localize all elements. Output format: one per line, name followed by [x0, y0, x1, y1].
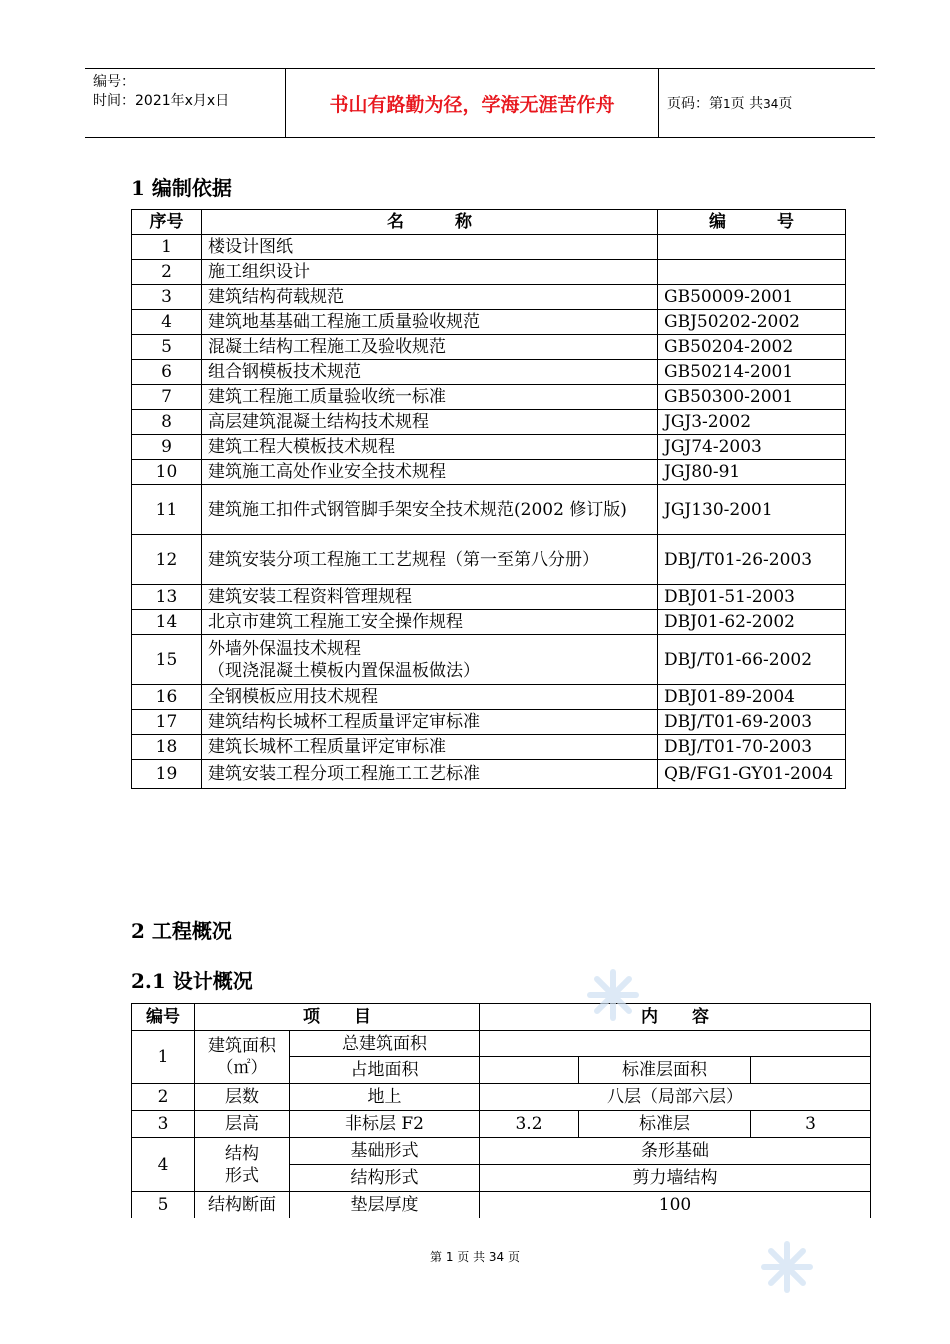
table-row	[132, 360, 846, 385]
table-cell: 5	[132, 1192, 195, 1218]
col-header-name: 名 称	[202, 210, 658, 235]
table-row	[132, 385, 846, 410]
row-number: 10	[132, 460, 202, 485]
row-number: 15	[132, 635, 202, 685]
page-total: 34	[763, 97, 779, 111]
table-cell: 层高	[195, 1111, 290, 1138]
page-header	[85, 68, 875, 138]
standard-name: 建筑施工高处作业安全技术规程	[202, 460, 658, 485]
table-row	[132, 260, 846, 285]
standard-name: 建筑地基基础工程施工质量验收规范	[202, 310, 658, 335]
standard-code: GB50300-2001	[658, 385, 846, 410]
table-row	[132, 460, 846, 485]
table-cell	[751, 1057, 871, 1084]
standard-code: DBJ01-89-2004	[658, 685, 846, 710]
table-cell: 非标层 F2	[290, 1111, 480, 1138]
table-row	[132, 335, 846, 360]
table-row	[132, 535, 846, 585]
standard-name: 建筑结构长城杯工程质量评定审标准	[202, 710, 658, 735]
table-cell: 2	[132, 1084, 195, 1111]
table-cell: 地上	[290, 1084, 480, 1111]
table-row	[132, 710, 846, 735]
standard-code	[658, 235, 846, 260]
page-footer: 第 1 页 共 34 页	[430, 1250, 520, 1264]
standard-code: DBJ01-51-2003	[658, 585, 846, 610]
table-row	[132, 685, 846, 710]
standard-code: QB/FG1-GY01-2004	[658, 760, 846, 789]
standard-code: DBJ/T01-70-2003	[658, 735, 846, 760]
basis-table-body	[132, 235, 846, 789]
table-row	[132, 585, 846, 610]
table-cell: 结构断面	[195, 1192, 290, 1218]
standard-code: DBJ/T01-66-2002	[658, 635, 846, 685]
standard-name: 建筑长城杯工程质量评定审标准	[202, 735, 658, 760]
header-time: 时间：2021年x月x日	[93, 93, 230, 109]
standard-code	[658, 260, 846, 285]
table-row	[132, 760, 846, 789]
page-suffix: 页	[778, 96, 793, 112]
header-code: 编号：	[93, 74, 135, 90]
col-header-content: 内 容	[480, 1004, 871, 1031]
table-cell: 八层（局部六层）	[480, 1084, 871, 1111]
table-row	[132, 635, 846, 685]
design-overview-table	[131, 1003, 871, 1218]
table-row	[132, 285, 846, 310]
row-number: 12	[132, 535, 202, 585]
table-cell: 结构形式	[290, 1165, 480, 1192]
row-number: 9	[132, 435, 202, 460]
standard-code: JGJ80-91	[658, 460, 846, 485]
standard-code: GB50009-2001	[658, 285, 846, 310]
col-header-code: 编 号	[658, 210, 846, 235]
table-row	[132, 735, 846, 760]
standard-name: 建筑工程大模板技术规程	[202, 435, 658, 460]
table-cell: 总建筑面积	[290, 1031, 480, 1057]
header-motto: 书山有路勤为径，学海无涯苦作舟	[285, 69, 659, 137]
row-number: 16	[132, 685, 202, 710]
table-cell: 条形基础	[480, 1138, 871, 1165]
table-row	[132, 310, 846, 335]
row-number: 14	[132, 610, 202, 635]
page-current: 1	[723, 97, 731, 111]
standard-code: DBJ/T01-26-2003	[658, 535, 846, 585]
standard-name: 施工组织设计	[202, 260, 658, 285]
table-cell: 垫层厚度	[290, 1192, 480, 1218]
table-cell: 建筑面积（㎡）	[195, 1031, 290, 1084]
standard-name: 建筑安装工程分项工程施工工艺标准	[202, 760, 658, 789]
table-row	[132, 485, 846, 535]
standard-name: 建筑工程施工质量验收统一标准	[202, 385, 658, 410]
page-prefix: 页码：第	[667, 96, 723, 112]
row-number: 11	[132, 485, 202, 535]
standard-code: DBJ01-62-2002	[658, 610, 846, 635]
table-cell: 3	[132, 1111, 195, 1138]
row-number: 7	[132, 385, 202, 410]
standard-name: 建筑安装工程资料管理规程	[202, 585, 658, 610]
row-number: 17	[132, 710, 202, 735]
standard-name: 外墙外保温技术规程 （现浇混凝土模板内置保温板做法）	[202, 635, 658, 685]
standard-name: 组合钢模板技术规范	[202, 360, 658, 385]
table-cell: 3.2	[480, 1111, 579, 1138]
standard-name: 高层建筑混凝土结构技术规程	[202, 410, 658, 435]
standard-name: 建筑结构荷载规范	[202, 285, 658, 310]
table-cell: 层数	[195, 1084, 290, 1111]
table-cell: 标准层	[579, 1111, 751, 1138]
standard-code: GBJ50202-2002	[658, 310, 846, 335]
section2-title: 2 工程概况	[131, 919, 232, 943]
standard-name: 全钢模板应用技术规程	[202, 685, 658, 710]
section2-1-title: 2.1 设计概况	[131, 969, 253, 993]
table-row	[132, 610, 846, 635]
row-number: 2	[132, 260, 202, 285]
table-cell: 结构 形式	[195, 1138, 290, 1192]
standard-code: DBJ/T01-69-2003	[658, 710, 846, 735]
table-cell: 100	[480, 1192, 871, 1218]
section1-title: 1 编制依据	[131, 176, 232, 200]
standard-name: 建筑安装分项工程施工工艺规程（第一至第八分册）	[202, 535, 658, 585]
table-cell: 3	[751, 1111, 871, 1138]
table-row	[132, 410, 846, 435]
table-cell: 1	[132, 1031, 195, 1084]
row-number: 19	[132, 760, 202, 789]
watermark-snowflake-icon	[586, 968, 640, 1022]
table-cell: 剪力墙结构	[480, 1165, 871, 1192]
header-page-number	[667, 93, 792, 113]
table-row	[132, 235, 846, 260]
row-number: 1	[132, 235, 202, 260]
table-cell: 占地面积	[290, 1057, 480, 1084]
col-header-item: 项 目	[195, 1004, 480, 1031]
standard-name: 混凝土结构工程施工及验收规范	[202, 335, 658, 360]
table-cell: 4	[132, 1138, 195, 1192]
standard-code: JGJ74-2003	[658, 435, 846, 460]
standard-code: JGJ3-2002	[658, 410, 846, 435]
header-meta	[93, 73, 229, 111]
standard-name: 北京市建筑工程施工安全操作规程	[202, 610, 658, 635]
col-header-no: 编号	[132, 1004, 195, 1031]
page-mid: 页 共	[730, 96, 764, 112]
table-cell	[480, 1057, 579, 1084]
row-number: 3	[132, 285, 202, 310]
row-number: 8	[132, 410, 202, 435]
standard-code: JGJ130-2001	[658, 485, 846, 535]
table-cell: 标准层面积	[579, 1057, 751, 1084]
table-cell	[480, 1031, 871, 1057]
row-number: 13	[132, 585, 202, 610]
standard-name: 楼设计图纸	[202, 235, 658, 260]
standard-code: GB50204-2002	[658, 335, 846, 360]
row-number: 4	[132, 310, 202, 335]
standard-code: GB50214-2001	[658, 360, 846, 385]
watermark-snowflake-icon	[760, 1240, 814, 1294]
table-cell: 基础形式	[290, 1138, 480, 1165]
standard-name: 建筑施工扣件式钢管脚手架安全技术规范(2002 修订版)	[202, 485, 658, 535]
col-header-no: 序号	[132, 210, 202, 235]
row-number: 5	[132, 335, 202, 360]
table-row	[132, 435, 846, 460]
row-number: 6	[132, 360, 202, 385]
row-number: 18	[132, 735, 202, 760]
basis-table	[131, 209, 846, 789]
